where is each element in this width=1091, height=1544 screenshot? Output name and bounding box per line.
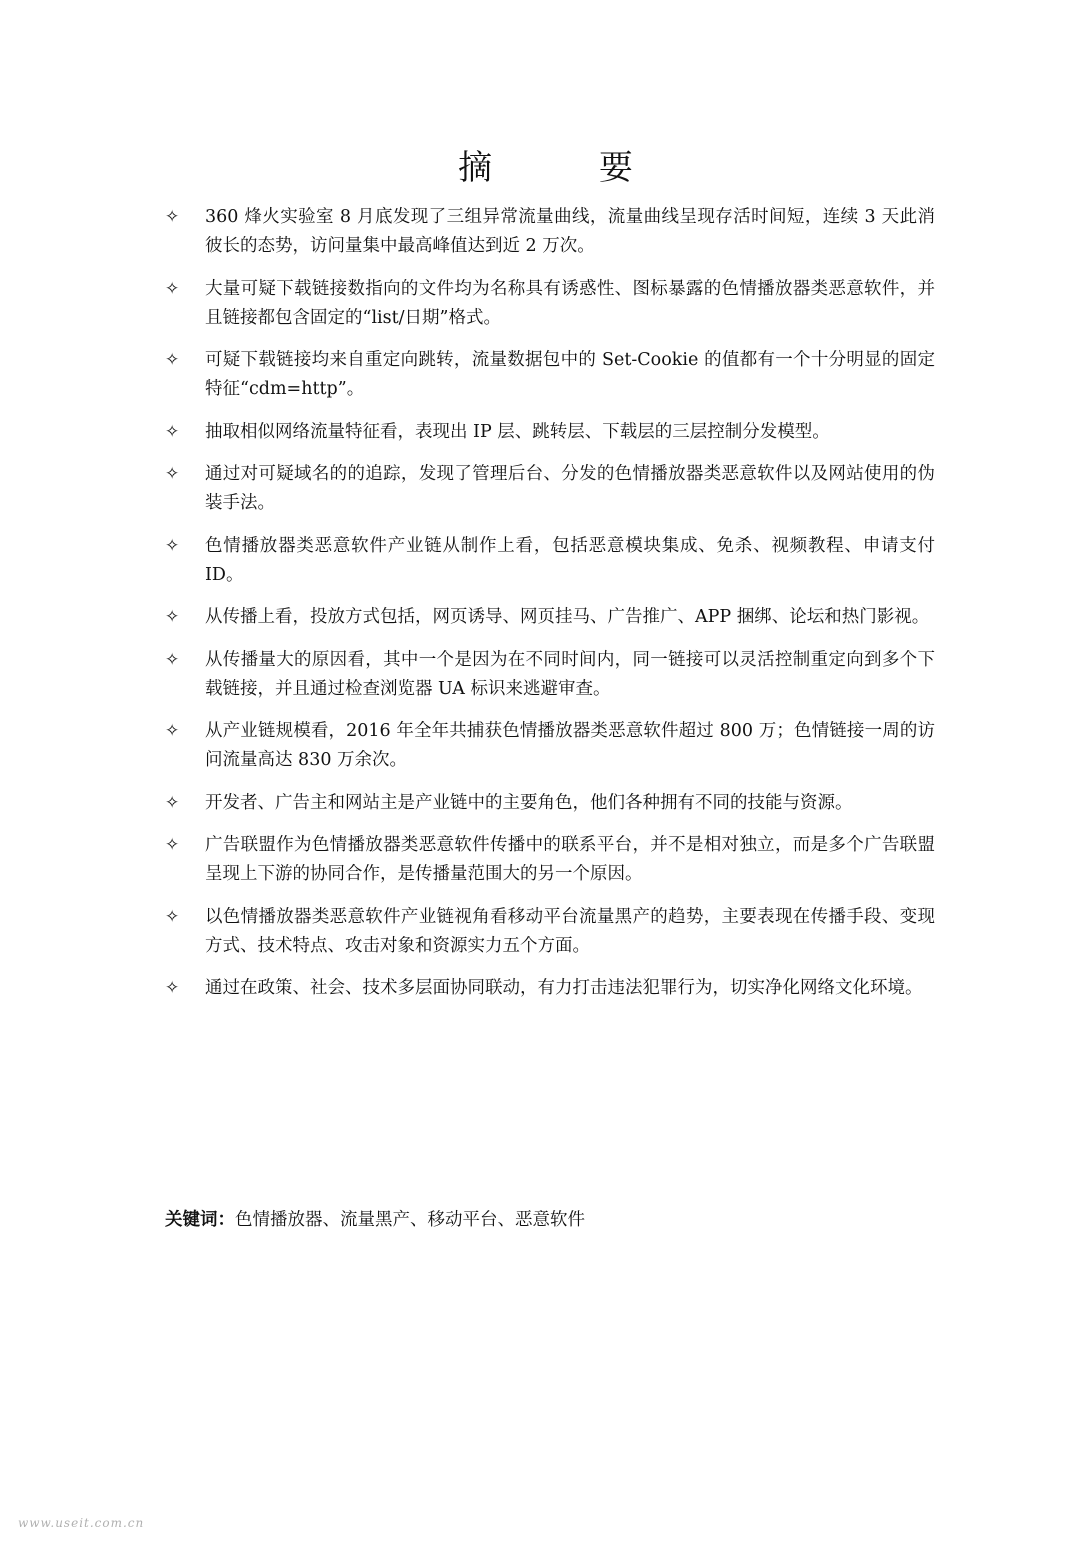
diamond-bullet-icon: ✧ — [165, 835, 180, 855]
page-title: 摘 要 — [458, 148, 681, 188]
diamond-bullet-icon: ✧ — [165, 792, 180, 813]
abstract-item-text: 360 烽火实验室 8 月底发现了三组异常流量曲线，流量曲线呈现存活时间短，连续 3 天此消彼长的态势，访问量集中最高峰值达到近 2 万次。 — [205, 207, 935, 256]
abstract-item-text: 广告联盟作为色情播放器类恶意软件传播中的联系平台，并不是相对独立，而是多个广告联盟呈现上下游的协同合作，是传播量范围大的另一个原因。 — [205, 835, 935, 884]
abstract-item — [165, 418, 935, 447]
diamond-bullet-icon: ✧ — [165, 350, 180, 370]
abstract-item-text: 以色情播放器类恶意软件产业链视角看移动平台流量黑产的趋势，主要表现在传播手段、变现方式、技术特点、攻击对象和资源实力五个方面。 — [205, 906, 935, 956]
diamond-bullet-icon: ✧ — [165, 207, 180, 227]
abstract-item-text: 抽取相似网络流量特征看，表现出 IP 层、跳转层、下载层的三层控制分发模型。 — [205, 421, 830, 442]
abstract-item-text: 通过在政策、社会、技术多层面协同联动，有力打击违法犯罪行为，切实净化网络文化环境。 — [205, 978, 923, 998]
diamond-bullet-icon: ✧ — [165, 278, 180, 299]
abstract-item — [165, 603, 935, 632]
abstract-item — [165, 532, 935, 590]
abstract-item — [165, 903, 935, 961]
abstract-item — [165, 717, 935, 775]
abstract-item-text: 开发者、广告主和网站主是产业链中的主要角色，他们各种拥有不同的技能与资源。 — [205, 792, 853, 813]
keywords-line — [165, 1206, 585, 1234]
abstract-list — [165, 203, 935, 1017]
abstract-item — [165, 831, 935, 889]
watermark: www.useit.com.cn — [18, 1516, 145, 1530]
diamond-bullet-icon: ✧ — [165, 721, 180, 741]
keywords-value: 色情播放器、流量黑产、移动平台、恶意软件 — [235, 1210, 585, 1230]
abstract-item-text: 色情播放器类恶意软件产业链从制作上看，包括恶意模块集成、免杀、视频教程、申请支付 ID。 — [205, 535, 935, 585]
diamond-bullet-icon: ✧ — [165, 607, 180, 627]
abstract-item — [165, 974, 935, 1003]
keywords-label: 关键词： — [165, 1210, 235, 1230]
diamond-bullet-icon: ✧ — [165, 978, 180, 998]
diamond-bullet-icon: ✧ — [165, 535, 180, 556]
diamond-bullet-icon: ✧ — [165, 464, 180, 484]
abstract-item — [165, 346, 935, 404]
diamond-bullet-icon: ✧ — [165, 906, 180, 927]
abstract-item — [165, 646, 935, 704]
abstract-item — [165, 203, 935, 261]
diamond-bullet-icon: ✧ — [165, 649, 180, 670]
abstract-item-text: 通过对可疑域名的的追踪，发现了管理后台、分发的色情播放器类恶意软件以及网站使用的伪装手法。 — [205, 464, 935, 513]
abstract-item — [165, 789, 935, 818]
abstract-item-text: 从产业链规模看，2016 年全年共捕获色情播放器类恶意软件超过 800 万；色情链接一周的访问流量高达 830 万余次。 — [205, 721, 935, 770]
diamond-bullet-icon: ✧ — [165, 421, 180, 442]
abstract-item-text: 从传播上看，投放方式包括，网页诱导、网页挂马、广告推广、APP 捆绑、论坛和热门影视。 — [205, 607, 930, 627]
abstract-item-text: 大量可疑下载链接数指向的文件均为名称具有诱惑性、图标暴露的色情播放器类恶意软件，并且链接都包含固定的“list/日期”格式。 — [205, 278, 935, 328]
abstract-item-text: 可疑下载链接均来自重定向跳转，流量数据包中的 Set-Cookie 的值都有一个十分明显的固定特征“cdm=http”。 — [205, 350, 935, 399]
abstract-item — [165, 460, 935, 518]
abstract-item-text: 从传播量大的原因看，其中一个是因为在不同时间内，同一链接可以灵活控制重定向到多个下载链接，并且通过检查浏览器 UA 标识来逃避审查。 — [205, 649, 935, 699]
abstract-item — [165, 275, 935, 333]
